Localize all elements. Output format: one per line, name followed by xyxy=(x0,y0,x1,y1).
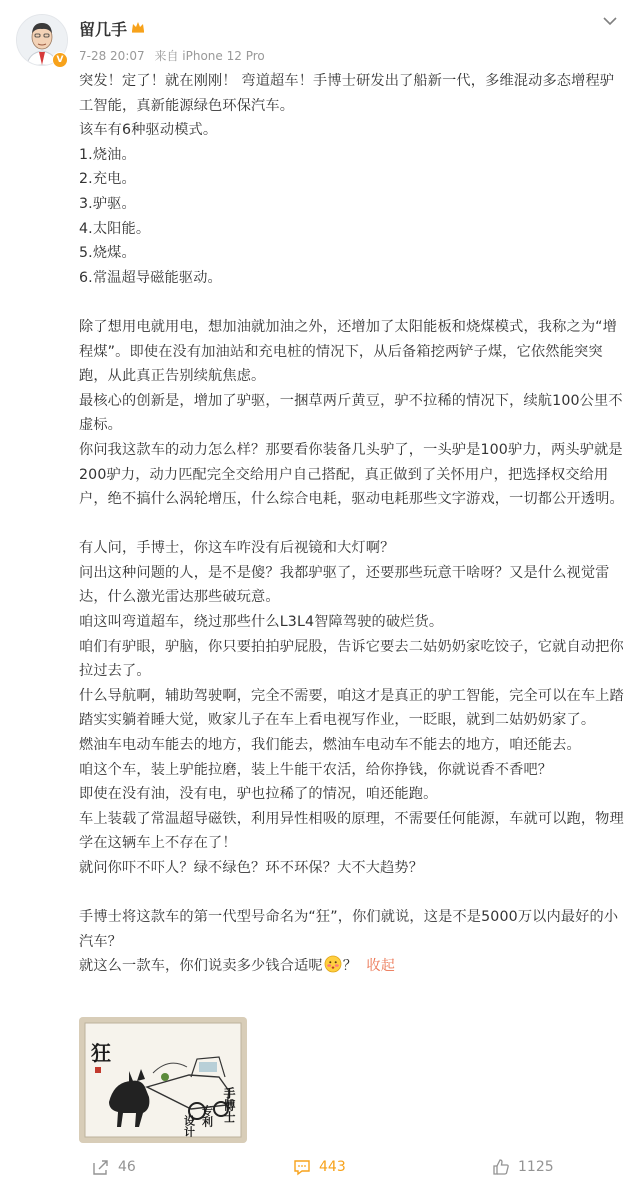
crown-icon xyxy=(131,21,145,37)
comment-count: 443 xyxy=(319,1159,346,1175)
post-paragraph: 咱这叫弯道超车，绕过那些什么L3L4智障驾驶的破烂货。 xyxy=(79,614,444,631)
post-paragraph: 除了想用电就用电，想加油就加油之外，还增加了太阳能板和烧煤模式，我称之为“增程煤”。即使在没有加油站和充电桩的情况下，从后备箱挖两铲子煤，它依然能突突跑，从此真正告别续航焦虑。 xyxy=(79,318,617,385)
post-paragraph: 1.烧油。 xyxy=(79,146,136,163)
forward-icon xyxy=(92,1158,110,1176)
comment-button[interactable] xyxy=(293,1154,346,1180)
post-content xyxy=(79,69,627,979)
chevron-down-icon xyxy=(603,17,617,26)
post-paragraph: 咱们有驴眼，驴脑，你只要拍拍驴屁股，告诉它要去二姑奶奶家吃饺子，它就自动把你拉过去了。 xyxy=(79,638,624,680)
forward-button[interactable] xyxy=(92,1154,136,1180)
thumbs-up-icon xyxy=(492,1158,510,1176)
post-paragraph: 5.烧煤。 xyxy=(79,245,136,262)
post-paragraph: 最核心的创新是，增加了驴驱，一捆草两斤黄豆，驴不拉稀的情况下，续航100公里不虚标。 xyxy=(79,392,623,434)
author-name[interactable] xyxy=(79,17,145,40)
collapse-link[interactable]: 收起 xyxy=(366,958,396,975)
last-line-text: 就这么一款车，你们说卖多少钱合适呢 xyxy=(79,958,323,975)
paragraph-spacer xyxy=(79,512,627,537)
shy-face-emoji-icon xyxy=(324,955,342,973)
post-paragraph: 燃油车电动车能去的地方，我们能去，燃油车电动车不能去的地方，咱还能去。 xyxy=(79,737,581,754)
author-name-text[interactable]: 留几手 xyxy=(79,20,128,39)
post-source: 来自 iPhone 12 Pro xyxy=(154,49,265,63)
post-paragraph: 咱这个车，装上驴能拉磨，装上牛能干农活，给你挣钱，你就说香不香吧？ xyxy=(79,761,553,778)
calligraphy-painting-image xyxy=(79,1017,247,1143)
post-paragraph: 问出这种问题的人，是不是傻？我都驴驱了，还要那些玩意干啥呀？又是什么视觉雷达，什么激光雷达那些破玩意。 xyxy=(79,564,610,606)
kuang-char: 狂 xyxy=(91,1041,111,1065)
paragraph-spacer xyxy=(79,290,627,315)
post-paragraph: 即使在没有油，没有电，驴也拉稀了的情况，咱还能跑。 xyxy=(79,786,438,803)
like-button[interactable] xyxy=(492,1154,554,1180)
like-count: 1125 xyxy=(518,1159,554,1175)
post-image[interactable] xyxy=(79,1017,247,1143)
post-paragraph: 该车有6种驱动模式。 xyxy=(79,122,218,139)
post-paragraph: 手博士将这款车的第一代型号命名为“狂”，你们就说，这是不是5000万以内最好的小汽车？ xyxy=(79,909,619,950)
seal-stamp-icon xyxy=(95,1067,101,1073)
post-actions-bar xyxy=(0,1150,639,1186)
post-paragraph: 3.驴驱。 xyxy=(79,195,136,212)
post-time[interactable]: 7-28 20:07 xyxy=(79,49,145,63)
post-paragraph: 有人问，手博士，你这车咋没有后视镜和大灯啊？ xyxy=(79,540,395,557)
post-last-line xyxy=(79,954,627,979)
post-paragraph: 车上装载了常温超导磁铁，利用异性相吸的原理，不需要任何能源，车就可以跑，物理学在这辆车上不存在了！ xyxy=(79,810,624,852)
post-meta xyxy=(79,47,271,64)
post-paragraph: 6.常温超导磁能驱动。 xyxy=(79,269,222,286)
post-header xyxy=(0,0,639,80)
paragraph-spacer xyxy=(79,881,627,906)
post-paragraph: 2.充电。 xyxy=(79,171,136,188)
verified-badge-icon: V xyxy=(52,52,68,68)
kuang-character xyxy=(91,1041,111,1065)
calligraphy-col3: 设计 xyxy=(182,1115,196,1137)
more-options-button[interactable] xyxy=(598,10,622,32)
post-paragraph: 突发！定了！就在刚刚！ 弯道超车！手博士研发出了船新一代，多维混动多态增程驴工智能，真新能源绿色环保汽车。 xyxy=(79,73,615,114)
comment-icon xyxy=(293,1158,311,1176)
calligraphy-col1: 手博士 xyxy=(222,1087,236,1123)
forward-count: 46 xyxy=(118,1159,136,1175)
post-paragraph: 就问你吓不吓人？绿不绿色？环不环保？大不大趋势？ xyxy=(79,860,424,876)
calligraphy-col2: 专利 xyxy=(200,1105,214,1127)
post-paragraph: 什么导航啊，辅助驾驶啊，完全不需要，咱这才是真正的驴工智能，完全可以在车上踏踏实实躺着睡大觉，败家儿子在车上看电视写作业，一眨眼，就到二姑奶奶家了。 xyxy=(79,687,624,729)
last-line-suffix: ？ xyxy=(342,958,358,975)
post-paragraph: 4.太阳能。 xyxy=(79,220,151,237)
post-paragraph: 你问我这款车的动力怎么样？那要看你装备几头驴了，一头驴是100驴力，两头驴就是200驴力，动力匹配完全交给用户自己搭配，真正做到了关怀用户，把选择权交给用户，绝不搞什么涡轮增压，什么综合电耗，驱动电耗那些文字游戏，一切都公开透明。 xyxy=(79,441,624,508)
